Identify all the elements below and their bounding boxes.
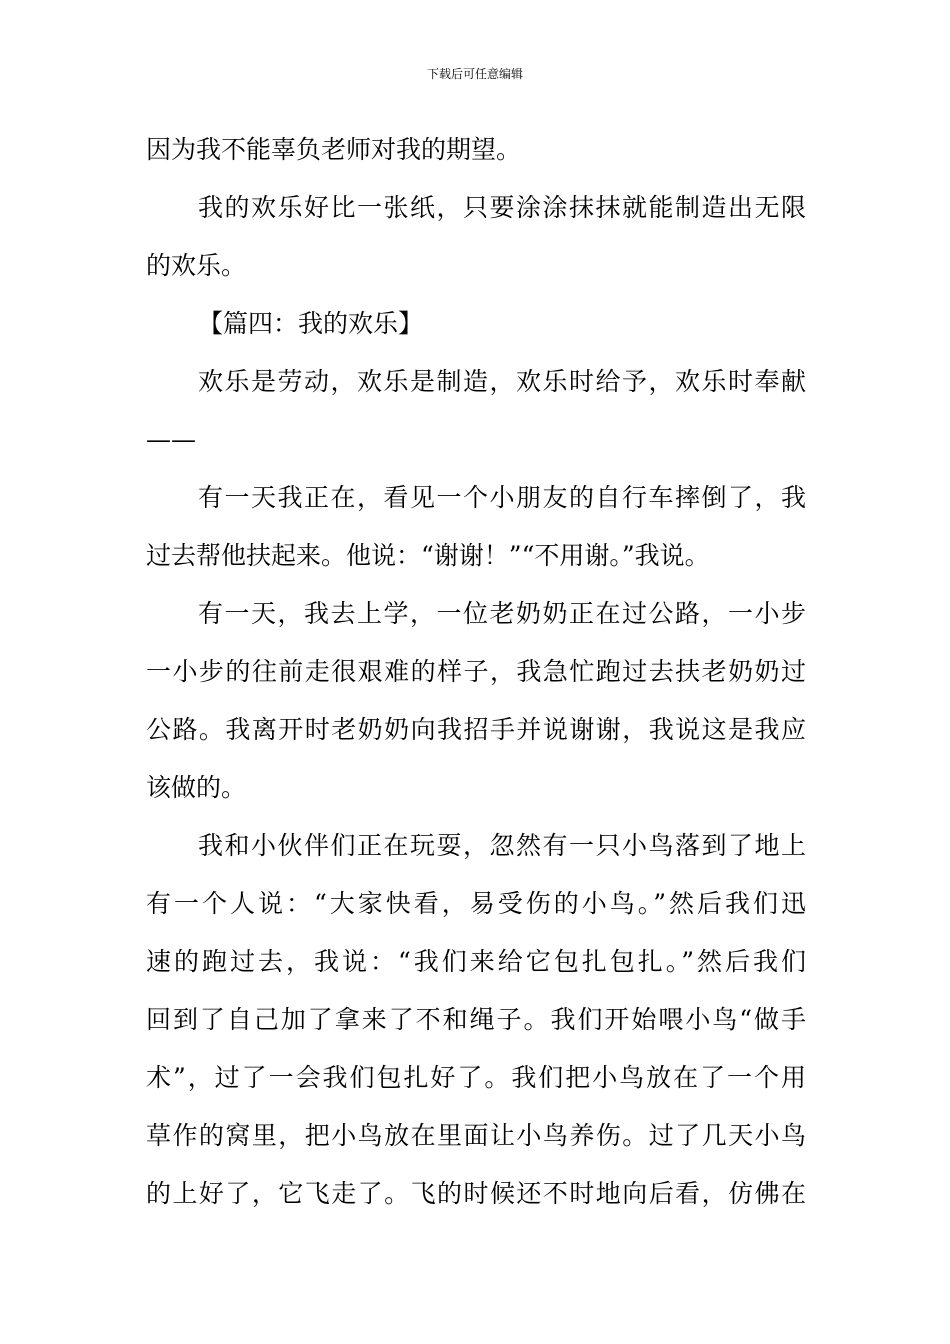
text-line-1: 因为我不能辜负老师对我的期望。 <box>146 135 522 164</box>
text-line-12: 该做的。 <box>146 773 247 802</box>
text-line-16: 回到了自己加了拿来了不和绳子。我们开始喂小鸟“做手 <box>146 1005 806 1034</box>
section-heading: 【篇四：我的欢乐】 <box>198 309 424 338</box>
document-body <box>146 129 806 1231</box>
text-line-7: 有一天我正在，看见一个小朋友的自行车摔倒了，我 <box>198 483 806 512</box>
text-line-2: 我的欢乐好比一张纸，只要涂涂抹抹就能制造出无限 <box>198 193 806 222</box>
text-line-9: 有一天，我去上学，一位老奶奶正在过公路，一小步 <box>198 599 806 628</box>
text-line-13: 我和小伙伴们正在玩耍，忽然有一只小鸟落到了地上 <box>198 831 806 860</box>
text-line-17: 术”，过了一会我们包扎好了。我们把小鸟放在了一个用 <box>146 1063 806 1092</box>
text-line-11: 公路。我离开时老奶奶向我招手并说谢谢，我说这是我应 <box>146 715 806 744</box>
text-line-14: 有一个人说：“大家快看，易受伤的小鸟。”然后我们迅 <box>146 889 806 918</box>
text-line-19: 的上好了，它飞走了。飞的时候还不时地向后看，仿佛在 <box>146 1179 806 1208</box>
text-line-8: 过去帮他扶起来。他说：“谢谢！”“不用谢。”我说。 <box>146 541 710 570</box>
text-line-15: 速的跑过去，我说：“我们来给它包扎包扎。”然后我们 <box>146 947 806 976</box>
text-line-5: 欢乐是劳动，欢乐是制造，欢乐时给予，欢乐时奉献 <box>198 367 806 396</box>
text-line-18: 草作的窝里，把小鸟放在里面让小鸟养伤。过了几天小鸟 <box>146 1121 806 1150</box>
page-header: 下载后可任意编辑 <box>426 67 523 81</box>
text-line-3: 的欢乐。 <box>146 251 247 280</box>
text-line-6: —— <box>146 425 196 454</box>
text-line-10: 一小步的往前走很艰难的样子，我急忙跑过去扶老奶奶过 <box>146 657 806 686</box>
